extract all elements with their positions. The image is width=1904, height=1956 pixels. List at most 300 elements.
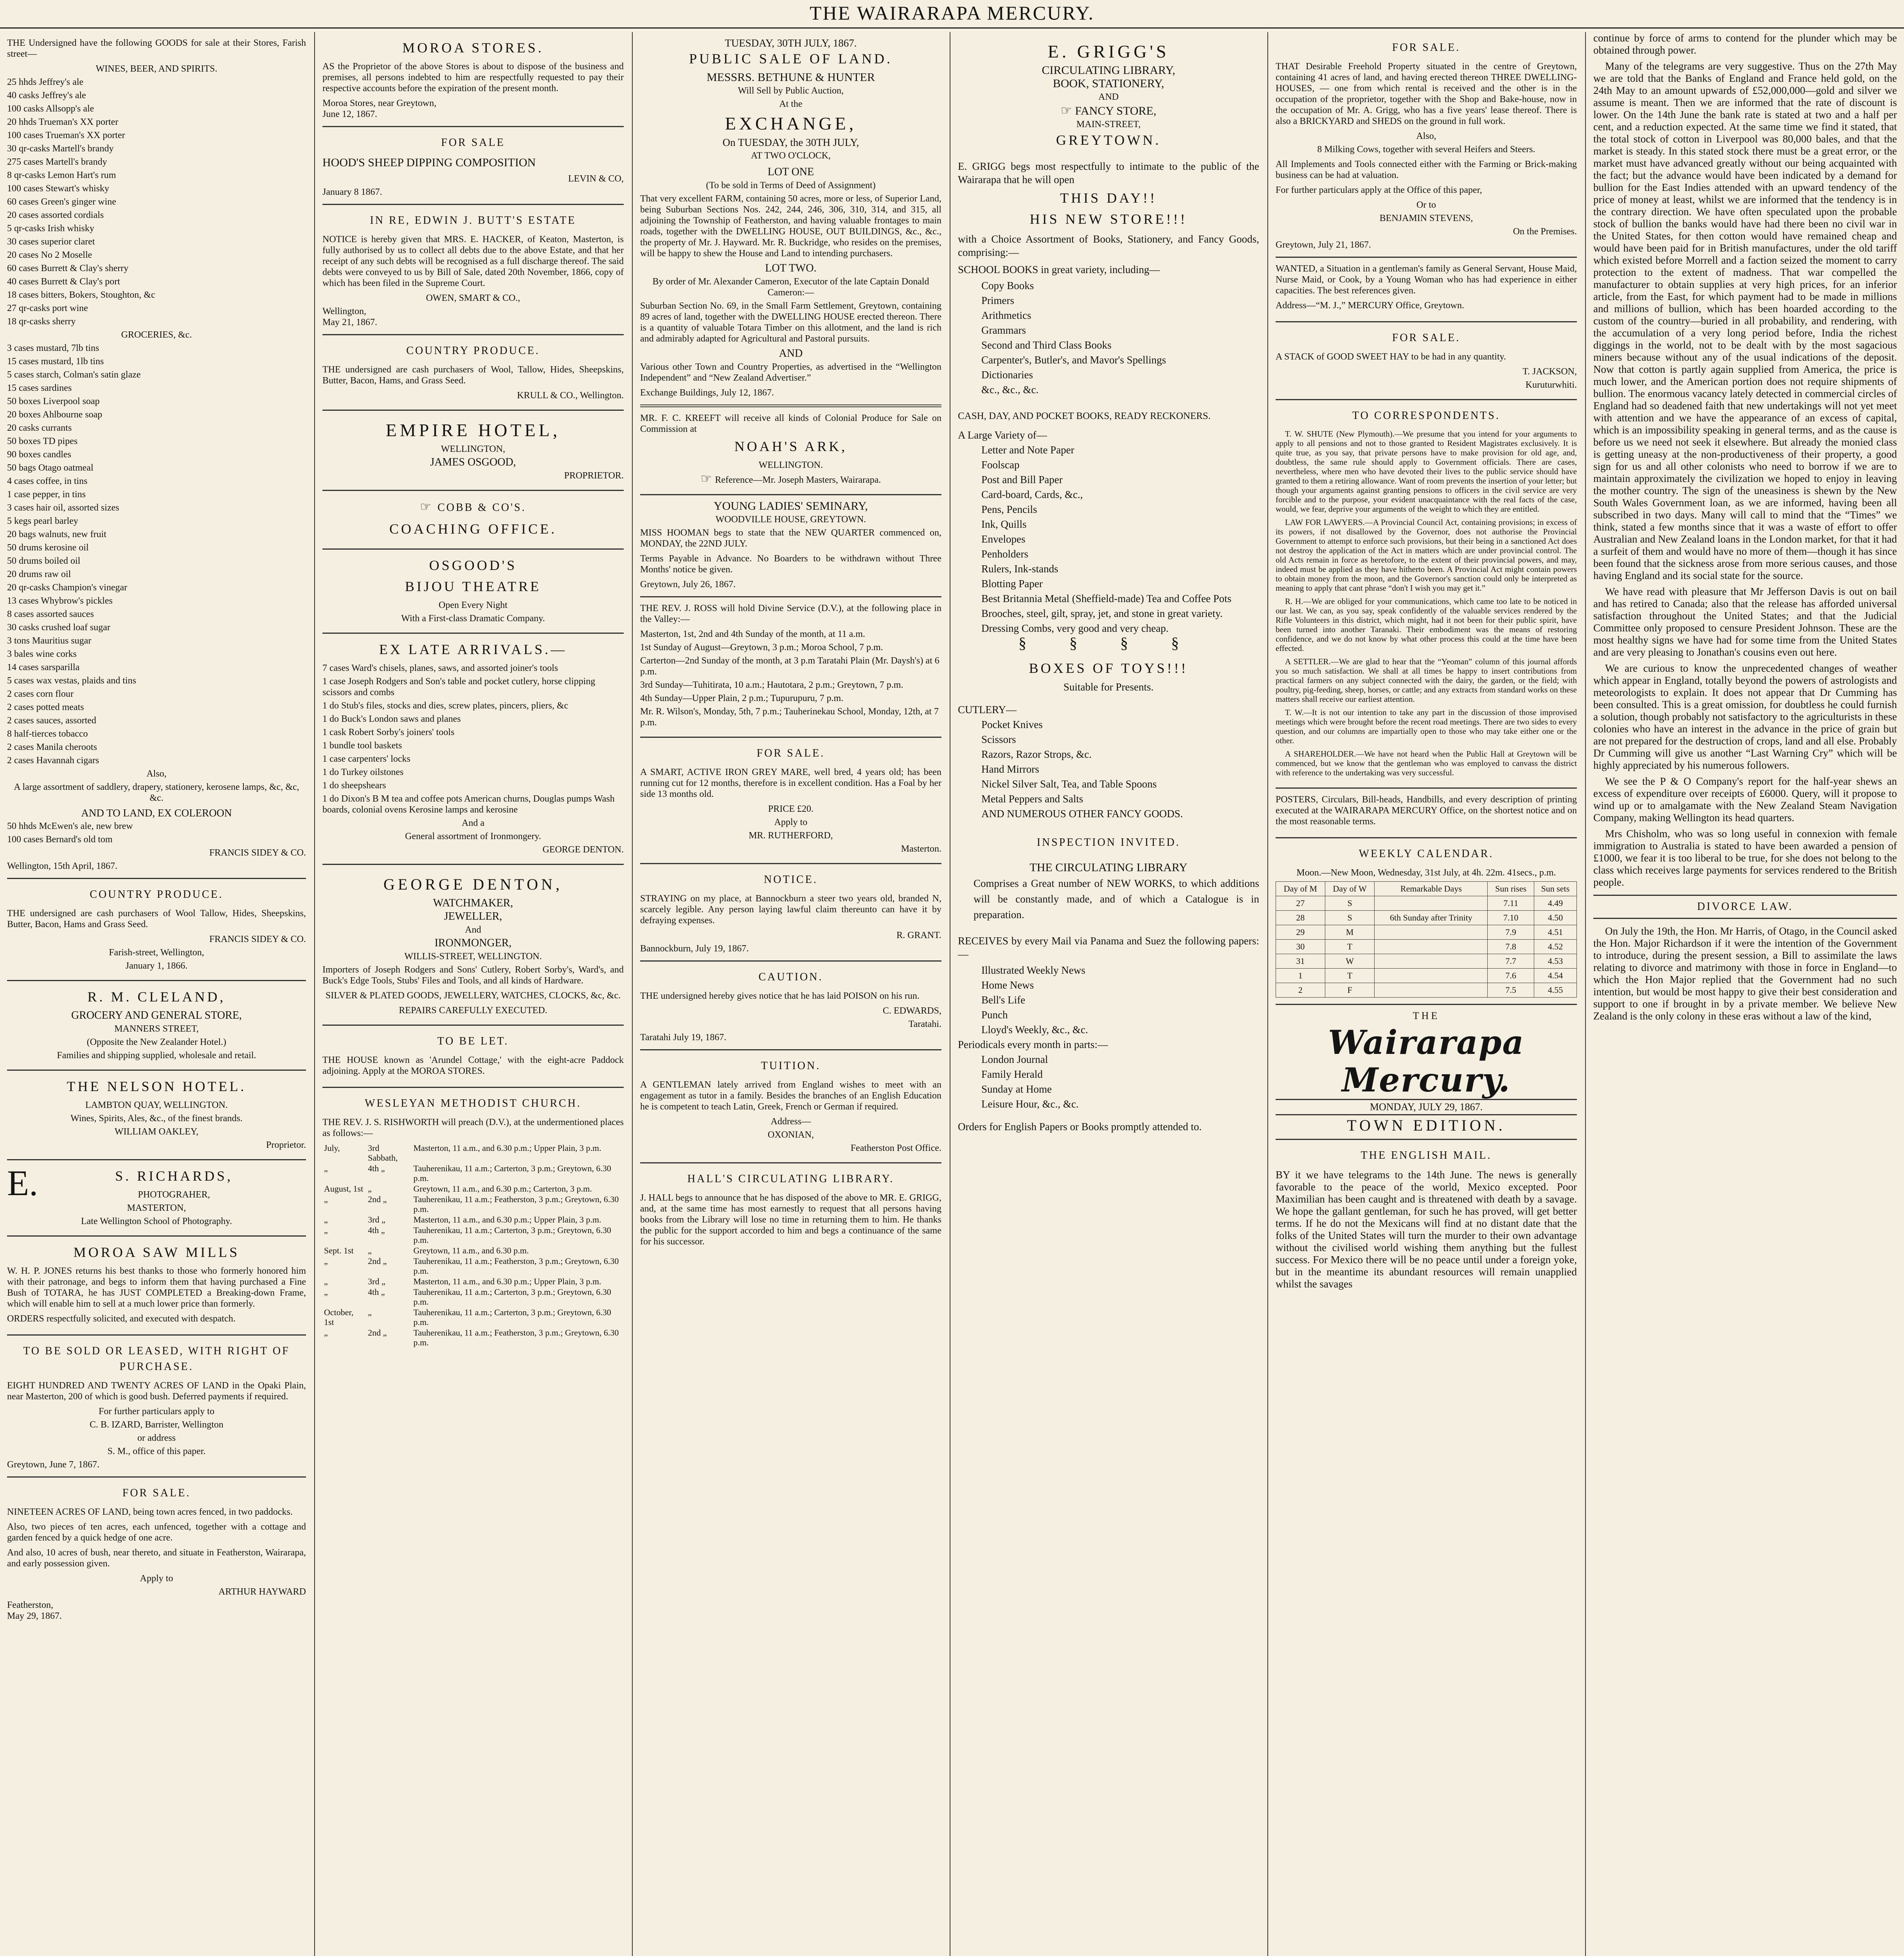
goods-item: 1 do Buck's London saws and planes xyxy=(322,714,461,724)
goods-item: 2 cases corn flour xyxy=(7,689,74,699)
calendar-cell: 7.11 xyxy=(1488,896,1534,911)
article-text: We have read with pleasure that Mr Jefferson Davis is out on bail and has retired to Canada; also that the release has afforded universal satisfaction throughout the United States; and that the Judicial Committee only proposed to censure President Johnson. These are the most healthy signs we have had for some time from the United States and are very pleasing to Jonathan's cousins even out here. xyxy=(1593,586,1897,658)
signature: GEORGE DENTON. xyxy=(542,845,624,855)
lot-sub: By order of Mr. Alexander Cameron, Executor of the late Captain Donald Cameron:— xyxy=(652,277,929,298)
also-label: Also, xyxy=(1416,131,1436,141)
ad-head: HALL'S CIRCULATING LIBRARY. xyxy=(687,1173,894,1185)
land-for-sale-advert xyxy=(7,1478,306,1628)
bijou-theatre-advert xyxy=(322,550,624,634)
calendar-cell: 4.55 xyxy=(1534,983,1576,998)
and-text: AND xyxy=(779,347,803,360)
masthead: THE WAIRARAPA MERCURY. xyxy=(0,0,1904,29)
ad-head: EMPIRE HOTEL, xyxy=(385,420,561,440)
kreeft-advert xyxy=(640,407,941,495)
section-head: WINES, BEER, AND SPIRITS. xyxy=(95,64,218,74)
ad-text: W. H. P. JONES returns his best thanks to those who formerly honored him with their patronage, and begs to inform them that having purchased a Fine Bush of TOTARA, he has JUST COMPLETED a Breaking-down Frame, which will enable him to sell at a much lower price than formerly. xyxy=(7,1266,306,1309)
ad-text: STRAYING on my place, at Bannockburn a steer two years old, branded N, scarcely legible. Any person laying lawful claim thereunto can have it by defraying expenses. xyxy=(640,894,941,926)
ad-text: All Implements and Tools connected either with the Farming or Brick-making business can be had at valuation. xyxy=(1276,159,1577,180)
calendar-cell: T xyxy=(1325,940,1375,954)
goods-item: 100 casks Allsopp's ale xyxy=(7,104,94,114)
signature: KRULL & CO., Wellington. xyxy=(517,390,624,401)
goods-item: 20 bags walnuts, new fruit xyxy=(7,529,106,539)
list-item: Family Herald xyxy=(981,1068,1043,1080)
list-item: Card-board, Cards, &c., xyxy=(981,489,1083,500)
list-item: Letter and Note Paper xyxy=(981,444,1074,456)
list-item: Envelopes xyxy=(981,533,1026,545)
schedule-cell: „ xyxy=(324,1163,328,1173)
schedule-cell: 4th „ xyxy=(368,1225,385,1235)
correspondent-note: A SHAREHOLDER.—We have not heard when the Public Hall at Greytown will be commenced, but we know that the gentleman who was employed to canvass the district with reference to the undertaking was very successful. xyxy=(1276,749,1577,777)
dateline: January 8 1867. xyxy=(322,187,382,197)
article-text: On July the 19th, the Hon. Mr Harris, of Otago, in the Council asked the Hon. Major Richardson if it were the intention of the Government to introduce, during the present session, a Bill to assimilate the laws relating to divorce and matrimony with those in force in England—to which the Hon Major replied that the Government had no such intention, but would be most happy to give their best consideration and support to one if brought in by a private member. We believe New Zealand is the only colony in these eras without a law of the kind, xyxy=(1593,925,1897,1022)
goods-item: 18 cases bitters, Bokers, Stoughton, &c xyxy=(7,290,155,300)
schedule-cell: Tauherenikau, 11 a.m.; Carterton, 3 p.m.; Greytown, 6.30 p.m. xyxy=(413,1307,611,1327)
edition-label: TOWN EDITION. xyxy=(1347,1116,1506,1134)
goods-item: 20 drums raw oil xyxy=(7,569,71,579)
ad-head: FOR SALE. xyxy=(122,1487,191,1499)
service-item: 4th Sunday—Upper Plain, 2 p.m.; Tupurupuru, 7 p.m. xyxy=(640,693,844,703)
stationery-list xyxy=(958,444,1259,634)
schedule-cell: „ xyxy=(324,1276,328,1286)
dateline: Taratahi July 19, 1867. xyxy=(640,1032,727,1043)
calendar-cell: 29 xyxy=(1276,925,1325,940)
goods-item: 50 boxes TD pipes xyxy=(7,436,78,446)
calendar-cell: 30 xyxy=(1276,940,1325,954)
list-item: Scissors xyxy=(981,734,1016,745)
goods-item: 5 kegs pearl barley xyxy=(7,516,78,526)
place: Wellington, xyxy=(322,306,367,316)
schedule-row xyxy=(322,1214,624,1225)
calendar-cell: 1 xyxy=(1276,969,1325,983)
list-item: &c., &c., &c. xyxy=(981,384,1039,396)
goods-item: 1 cask Robert Sorby's joiners' tools xyxy=(322,727,455,737)
article-head: THE ENGLISH MAIL. xyxy=(1361,1149,1492,1161)
schedule-cell: 2nd „ xyxy=(368,1194,387,1204)
list-item: Bell's Life xyxy=(981,994,1026,1006)
goods-item: 25 hhds Jeffrey's ale xyxy=(7,77,84,87)
cleland-advert xyxy=(7,981,306,1071)
divorce-head-rule xyxy=(1593,895,1897,919)
ad-sub: COACHING OFFICE. xyxy=(389,521,557,537)
column-rule xyxy=(314,32,315,1956)
ad-text: AS the Proprietor of the above Stores is about to dispose of the business and premises, all persons indebted to him are respectfully requested to pay their respective accounts before the expiration of the present month. xyxy=(322,61,624,93)
ad-place: MASTERTON, xyxy=(127,1203,186,1213)
ad-head: FOR SALE. xyxy=(756,747,825,759)
hay-for-sale-advert xyxy=(1276,322,1577,400)
land-sale-advert xyxy=(640,32,941,407)
goods-item: 8 cases assorted sauces xyxy=(7,609,94,619)
town: GREYTOWN. xyxy=(1056,132,1161,148)
goods-item: 5 qr-casks Irish whisky xyxy=(7,223,94,234)
column-2 xyxy=(315,32,631,1956)
column-rule xyxy=(1585,32,1586,1956)
goods-item: 30 qr-casks Martell's brandy xyxy=(7,144,114,154)
ad-text: with a Choice Assortment of Books, Stationery, and Fancy Goods, comprising:— xyxy=(958,233,1259,258)
ad-head: INSPECTION INVITED. xyxy=(1037,836,1181,849)
ad-text: At the xyxy=(779,99,803,109)
goods-item: 1 do Dixon's B M tea and coffee pots American churns, Douglas pumps Wash boards, colonial ovens Kerosine lamps and kerosine xyxy=(322,794,615,815)
ad-head: THE CIRCULATING LIBRARY xyxy=(1029,861,1188,874)
schedule-row xyxy=(322,1276,624,1287)
address-label: Address— xyxy=(770,1116,811,1127)
moroa-saw-mills-advert xyxy=(7,1237,306,1336)
calendar-row xyxy=(1276,983,1577,998)
list-item: Home News xyxy=(981,979,1034,991)
goods-item: 13 cases Whybrow's pickles xyxy=(7,596,113,606)
calendar-cell: 27 xyxy=(1276,896,1325,911)
schedule-cell: „ xyxy=(368,1307,372,1317)
ad-text: And also, 10 acres of bush, near thereto, and situate in Featherston, Wairarapa, and early possession given. xyxy=(7,1548,306,1569)
list-item: Blotting Paper xyxy=(981,578,1043,590)
column-3 xyxy=(633,32,948,1956)
schedule-row xyxy=(322,1183,624,1194)
sale-date: TUESDAY, 30TH JULY, 1867. xyxy=(725,37,857,49)
signature: T. JACKSON, xyxy=(1522,367,1577,377)
schedule-cell: „ xyxy=(368,1246,372,1255)
goods-item: 100 cases Bernard's old tom xyxy=(7,834,113,845)
ad-head: TO BE LET. xyxy=(437,1035,509,1047)
ad-head: FOR SALE. xyxy=(1392,41,1461,54)
apply-text: For further particulars apply to xyxy=(99,1406,214,1417)
schedule-row xyxy=(322,1245,624,1256)
calendar-row xyxy=(1276,925,1577,940)
ad-head: THIS DAY!! xyxy=(1060,190,1157,206)
address: WILLIS-STREET, WELLINGTON. xyxy=(404,951,542,962)
ad-head: IN RE, EDWIN J. BUTT'S ESTATE xyxy=(370,214,576,227)
hall-library-advert xyxy=(640,1163,941,1257)
goods-item: 27 qr-casks port wine xyxy=(7,303,88,313)
goods-item: 15 cases sardines xyxy=(7,383,72,393)
calendar-cell xyxy=(1375,896,1488,911)
ad-text: MISS HOOMAN begs to state that the NEW QUARTER commenced on, MONDAY, the 22ND JULY. xyxy=(640,528,941,549)
list-item: Nickel Silver Salt, Tea, and Table Spoons xyxy=(981,778,1157,790)
column-rule xyxy=(632,32,633,1956)
place: Taratahi. xyxy=(908,1019,941,1029)
trade: IRONMONGER, xyxy=(434,937,512,949)
schedule-cell: July, xyxy=(324,1143,340,1153)
goods-item: 1 bundle tool baskets xyxy=(322,741,402,751)
posters-advert xyxy=(1276,789,1577,838)
column-6 xyxy=(1586,32,1904,1956)
apply-text: Apply to xyxy=(140,1573,173,1584)
denton-advert xyxy=(322,865,624,1026)
signature: OWEN, SMART & CO., xyxy=(426,293,520,303)
goods-item: 1 do sheepshears xyxy=(322,780,386,791)
schedule-row xyxy=(322,1256,624,1276)
schedule-cell: Tauherenikau, 11 a.m.; Carterton, 3 p.m.; Greytown, 6.30 p.m. xyxy=(413,1287,611,1307)
column-4 xyxy=(951,32,1266,1956)
article-head: DIVORCE LAW. xyxy=(1697,901,1793,913)
ad-head: TO BE SOLD OR LEASED, WITH RIGHT OF PURCHASE. xyxy=(23,1345,290,1373)
calendar-cell: S xyxy=(1325,911,1375,925)
ad-head: NOTICE. xyxy=(764,874,818,886)
papers-list xyxy=(958,965,1259,1035)
sheep-dip-advert xyxy=(322,127,624,205)
ad-text: MR. F. C. KREEFT will receive all kinds of Colonial Produce for Sale on Commission at xyxy=(640,413,941,434)
richards-advert xyxy=(7,1160,306,1237)
ad-text: Families and shipping supplied, wholesale and retail. xyxy=(57,1050,256,1061)
calendar-cell: 7.6 xyxy=(1488,969,1534,983)
service-list xyxy=(640,629,941,728)
moon-phase: Moon.—New Moon, Wednesday, 31st July, at 4h. 22m. 41secs., p.m. xyxy=(1296,868,1556,878)
ad-head: CAUTION. xyxy=(758,971,823,983)
empire-hotel-advert xyxy=(322,411,624,491)
schedule-cell: 2nd „ xyxy=(368,1256,387,1266)
ad-head: COUNTRY PRODUCE. xyxy=(90,888,223,901)
contact-name: MR. RUTHERFORD, xyxy=(749,831,833,841)
ad-head: THE NELSON HOTEL. xyxy=(67,1079,247,1094)
schedule-row xyxy=(322,1307,624,1327)
goods-item: 20 qr-casks Champion's vinegar xyxy=(7,582,128,593)
ad-text: THE undersigned hereby gives notice that he has laid POISON on his run. xyxy=(640,991,920,1001)
ad-text: Periodicals every month in parts:— xyxy=(958,1039,1108,1050)
service-item: Carterton—2nd Sunday of the month, at 3 p.m Taratahi Plain (Mr. Daysh's) at 6 p.m. xyxy=(640,656,939,677)
goods-item: 1 do Stub's files, stocks and dies, screw plates, pincers, pliers, &c xyxy=(322,701,569,711)
schedule-cell: 4th „ xyxy=(368,1287,385,1297)
signature: C. EDWARDS, xyxy=(882,1006,941,1016)
list-item: Pocket Knives xyxy=(981,719,1043,730)
list-item: Arithmetics xyxy=(981,309,1031,321)
ad-intro: THE Undersigned have the following GOODS for sale at their Stores, Farish street— xyxy=(7,38,306,59)
schedule-row xyxy=(322,1225,624,1245)
list-item: Lloyd's Weekly, &c., &c. xyxy=(981,1024,1088,1036)
ad-text: 8 Milking Cows, together with several Heifers and Steers. xyxy=(1317,144,1535,155)
pointing-hand-icon: ☞ xyxy=(1060,103,1075,117)
ad-head: YOUNG LADIES' SEMINARY, xyxy=(713,500,868,512)
ad-sub: Suitable for Presents. xyxy=(1063,681,1154,693)
cutlery-list xyxy=(958,719,1259,819)
dateline: June 12, 1867. xyxy=(322,109,377,119)
article-text: continue by force of arms to contend for the plunder which may be obtained through power. xyxy=(1593,32,1897,56)
ad-text: CASH, DAY, AND POCKET BOOKS, READY RECKONERS. xyxy=(958,411,1211,421)
correspondent-note: LAW FOR LAWYERS.—A Provincial Council Act, containing provisions; in excess of its powers, if not disallowed by the Governor, does not authorise the Provincial Government to attempt to enforce such provisions, but their being in a sanctioned Act does not destroy the application of the Act in matters which are under provincial control. The old Acts remain in force as heretofore, to the extent of their provincial powers, and may, indeed must be applied as they have hitherto been. A Provincial Act might contain powers to obtain money from the moon, and the Governor's sanction could only be interpreted as meaning to apply that cant phrase “don't I wish you may get it.” xyxy=(1276,518,1577,593)
reference: ☞ Reference—Mr. Joseph Masters, Wairarapa. xyxy=(700,471,881,485)
ad-head: R. M. CLELAND, xyxy=(87,989,226,1005)
goods-item: 2 cases Manila cheroots xyxy=(7,742,97,752)
goods-item: 50 boxes Liverpool soap xyxy=(7,396,100,406)
goods-item: 90 boxes candles xyxy=(7,449,71,460)
ad-text: EIGHT HUNDRED AND TWENTY ACRES OF LAND in the Opaki Plain, near Masterton, 200 of which is good bush. Deferred payments if required. xyxy=(7,1381,306,1402)
schedule-cell: Tauherenikau, 11 a.m.; Featherston, 3 p.m.; Greytown, 6.30 p.m. xyxy=(413,1194,619,1214)
books-list xyxy=(958,280,1259,395)
list-item: Penholders xyxy=(981,548,1028,560)
list-item: Grammars xyxy=(981,324,1026,336)
service-item: Mr. R. Wilson's, Monday, 5th, 7 p.m.; Tauherinekau School, Monday, 12th, at 7 p.m. xyxy=(640,707,939,728)
ad-text: REPAIRS CAREFULLY EXECUTED. xyxy=(399,1005,547,1016)
schedule-cell: Tauherenikau, 11 a.m.; Featherston, 3 p.m.; Greytown, 6.30 p.m. xyxy=(413,1328,619,1347)
ad-text: RECEIVES by every Mail via Panama and Suez the following papers:— xyxy=(958,935,1259,960)
ad-text: General assortment of Ironmongery. xyxy=(405,831,541,841)
lot-text: Suburban Section No. 69, in the Small Farm Settlement, Greytown, containing 89 acres of land, together with the DWELLING HOUSE erected thereon. There is a quantity of valuable Totara Timber on this allotment, and the land is rich and admirably adapted for Agricultural and Pastoral pursuits. xyxy=(640,301,941,344)
goods-list xyxy=(7,343,306,766)
ad-text: CUTLERY— xyxy=(958,704,1017,716)
ad-text: J. HALL begs to announce that he has disposed of the above to MR. E. GRIGG, and, at the same time has most earnestly to request that all persons having books from the Library will lose no time in returning them to him. He thanks the public for the support accorded to him and begs a continuance of the same for his successor. xyxy=(640,1193,941,1247)
ad-head: MOROA SAW MILLS xyxy=(73,1244,240,1260)
ad-text: A SMART, ACTIVE IRON GREY MARE, well bred, 4 years old; has been running cut for 12 months, therefore is in excellent condition. Has a Foal by her side 13 months old. xyxy=(640,767,941,799)
goods-item: 3 tons Mauritius sugar xyxy=(7,636,92,646)
goods-item: 50 bags Otago oatmeal xyxy=(7,463,94,473)
goods-item: 40 cases Burrett & Clay's port xyxy=(7,277,120,287)
ad-text: ORDERS respectfully solicited, and executed with despatch. xyxy=(7,1314,236,1324)
goods-item: 8 half-tierces tobacco xyxy=(7,729,88,739)
calendar-cell: 7.8 xyxy=(1488,940,1534,954)
list-item: Razors, Razor Strops, &c. xyxy=(981,748,1092,760)
dateline: Wellington, 15th April, 1867. xyxy=(7,861,118,871)
list-item: Second and Third Class Books xyxy=(981,339,1112,351)
ad-text: With a First-class Dramatic Company. xyxy=(401,613,545,624)
seminary-advert xyxy=(640,495,941,597)
ad-text: Open Every Night xyxy=(439,600,507,610)
trade: JEWELLER, xyxy=(444,910,502,922)
goods-item: 5 cases wax vestas, plaids and tins xyxy=(7,676,136,686)
calendar-col-header: Sun rises xyxy=(1488,882,1534,896)
trade: CIRCULATING LIBRARY, xyxy=(1042,64,1175,77)
dateline: Greytown, July 21, 1867. xyxy=(1276,240,1371,250)
calendar-table xyxy=(1276,881,1577,998)
trade: ☞ FANCY STORE, xyxy=(1060,103,1157,117)
lot-sub: (To be sold in Terms of Deed of Assignment) xyxy=(706,180,876,191)
coleroon-head: AND TO LAND, EX COLEROON xyxy=(81,807,232,819)
schedule-cell: Tauherenikau, 11 a.m.; Featherston, 3 p.m.; Greytown, 6.30 p.m. xyxy=(413,1256,619,1276)
ad-text: For further particulars apply at the Office of this paper, xyxy=(1276,185,1482,195)
ad-text: THAT Desirable Freehold Property situated in the centre of Greytown, containing 41 acres of land, and having erected thereon THREE DWELLING-HOUSES, — one from which rental is received and the other is in the occupation of the proprietor, together with the Shop and Bake-house, now in the occupation of Mr. A. Grigg, who has a five years' lease thereof. There is also a BRICKYARD and SHEDS on the ground in full work. xyxy=(1276,61,1577,126)
schedule-cell: October, 1st xyxy=(324,1307,354,1327)
sale-time: AT TWO O'CLOCK, xyxy=(750,151,831,161)
ad-head: OSGOOD'S xyxy=(429,557,517,573)
goods-item: 8 qr-casks Lemon Hart's rum xyxy=(7,170,116,180)
proprietor-role: PROPRIETOR. xyxy=(564,471,624,481)
denton-arrivals-advert xyxy=(322,634,624,865)
ad-text: A STACK of GOOD SWEET HAY to be had in any quantity. xyxy=(1276,352,1506,362)
proprietor-name: WILLIAM OAKLEY, xyxy=(114,1127,199,1137)
goods-item: 20 casks currants xyxy=(7,423,72,433)
schedule-cell: Greytown, 11 a.m., and 6.30 p.m. xyxy=(413,1246,529,1255)
goods-item: 50 drums kerosine oil xyxy=(7,543,89,553)
service-item: 1st Sunday of August—Greytown, 3 p.m.; Moroa School, 7 p.m. xyxy=(640,642,883,653)
ross-service-notice xyxy=(640,597,941,738)
column-rule xyxy=(1267,32,1268,1956)
trade: BOOK, STATIONERY, xyxy=(1053,77,1164,90)
ad-text: THE undersigned are cash purchasers of Wool, Tallow, Hides, Sheepskins, Butter, Bacon, Hams, and Grass Seed. xyxy=(322,365,624,386)
goods-item: 60 cases Green's ginger wine xyxy=(7,197,116,207)
ad-head: S. RICHARDS, xyxy=(115,1168,233,1184)
goods-item: 20 cases No 2 Moselle xyxy=(7,250,92,260)
goods-item: 40 casks Jeffrey's ale xyxy=(7,90,86,101)
ad-text: Comprises a Great number of NEW WORKS, to which additions will be constantly made, and of which a Catalogue is in preparation. xyxy=(974,877,1259,920)
ad-head: MOROA STORES. xyxy=(402,40,544,56)
goods-item: 5 cases starch, Colman's satin glaze xyxy=(7,370,141,380)
ad-text: NINETEEN ACRES OF LAND, being town acres fenced, in two paddocks. xyxy=(7,1507,293,1517)
price: PRICE £20. xyxy=(768,804,813,814)
moroa-stores-advert xyxy=(322,32,624,127)
article-text: BY it we have telegrams to the 14th June. The news is generally favorable to the peace of the world, Mexico excepted. Poor Maximilian has been caught and is threatened with death by a savage. We hope the gallant gentleman, for such he has proved, will get better terms. If he do not the Mexicans will find at no distant date that the folks of the United States will turn the murder to their own advantage without the civilised world wishing them anything but the fullest success. For Mexico there will be no peace until under a foreign yoke, but in the meantime its abundant resources will remain unapplied whilst the savages xyxy=(1276,1169,1577,1290)
list-item: Punch xyxy=(981,1009,1008,1021)
goods-item: 100 cases Trueman's XX porter xyxy=(7,130,125,140)
goods-item: 2 cases Havannah cigars xyxy=(7,755,99,766)
schedule-cell: Masterton, 11 a.m., and 6.30 p.m.; Upper Plain, 3 p.m. xyxy=(413,1215,601,1224)
contact-name: C. B. IZARD, Barrister, Wellington xyxy=(90,1420,223,1430)
goods-list xyxy=(7,77,306,327)
ad-head: EX LATE ARRIVALS.— xyxy=(379,642,567,657)
section-head: TO CORRESPONDENTS. xyxy=(1352,410,1500,422)
schedule-cell: 2nd „ xyxy=(368,1328,387,1338)
paper-title: Wairarapa Mercury. xyxy=(1328,1023,1524,1099)
list-item: London Journal xyxy=(981,1054,1048,1065)
goods-item: 20 cases assorted cordials xyxy=(7,210,104,220)
and-a: And a xyxy=(462,818,484,828)
ad-text: Wines, Spirits, Ales, &c., of the finest brands. xyxy=(70,1113,243,1124)
schedule-cell: August, 1st xyxy=(324,1184,364,1194)
tuition-advert xyxy=(640,1050,941,1163)
calendar-cell: W xyxy=(1325,954,1375,969)
list-item: Ink, Quills xyxy=(981,518,1027,530)
stevens-property-advert xyxy=(1276,32,1577,258)
sale-date: On TUESDAY, the 30TH JULY, xyxy=(722,137,859,148)
section-head: GROCERIES, &c. xyxy=(121,330,192,340)
calendar-cell: 4.51 xyxy=(1534,925,1576,940)
ad-text: NOTICE is hereby given that MRS. E. HACKER, of Keaton, Masterton, is fully authorised by us to collect all debts due to the above Estate, and that her receipt of any such debts will be recognised as a full discharge thereof. The said debts were conveyed to us by Bill of Sale, dated 20th November, 1866, copy of which has been filed in the Supreme Court. xyxy=(322,234,624,288)
ad-head: HIS NEW STORE!!! xyxy=(1029,211,1188,227)
weekly-calendar xyxy=(1276,838,1577,1005)
proprietor-role: Proprietor. xyxy=(266,1140,306,1150)
place: Featherston, xyxy=(7,1600,53,1610)
ad-text: Various other Town and Country Properties, as advertised in the “Wellington Independent” and “New Zealand Advertiser.” xyxy=(640,362,941,383)
signature: FRANCIS SIDEY & CO. xyxy=(209,934,306,944)
butt-estate-notice xyxy=(322,205,624,335)
calendar-col-header: Day of M xyxy=(1276,882,1325,896)
calendar-cell: 4.49 xyxy=(1534,896,1576,911)
ad-text: SCHOOL BOOKS in great variety, including— xyxy=(958,264,1160,275)
goods-list xyxy=(7,821,306,845)
lot-head: LOT ONE xyxy=(767,166,814,178)
straying-notice xyxy=(640,864,941,962)
ad-sub: WOODVILLE HOUSE, GREYTOWN. xyxy=(715,514,866,525)
calendar-cell: 4.54 xyxy=(1534,969,1576,983)
ad-sub: GROCERY AND GENERAL STORE, xyxy=(71,1009,242,1021)
signature: LEVIN & CO, xyxy=(568,174,624,184)
correspondent-note: T. W. SHUTE (New Plymouth).—We presume that you intend for your arguments to apply to all pensions and not to those granted to Resident Magistrates exclusively. It is quite true, as you say, that private persons have to make provision for old age, and, doubtless, the same rule should apply to Government officials. There are cases, nevertheless, where men who have devoted their lives to the public service should have granted to them a retiring allowance. Want of room prevents the insertion of your letter; but though your arguments against granting pensions to officers in the civil service are very forcible and to the purpose, your evident unacquaintance with the real facts of the case, would, we fear, deprive your arguments of the weight to which they are entitled. xyxy=(1276,429,1577,514)
schedule-row xyxy=(322,1163,624,1183)
place: Masterton. xyxy=(901,844,941,854)
to-let-advert xyxy=(322,1026,624,1088)
goods-item: 15 cases mustard, 1lb tins xyxy=(7,356,104,367)
ad-text: Will Sell by Public Auction, xyxy=(738,86,844,96)
ad-head: ☞ COBB & CO'S. xyxy=(420,500,526,514)
lot-text: That very excellent FARM, containing 50 acres, more or less, of Superior Land, being Suburban Sections Nos. 242, 244, 246, 306, 310, 314, and 315, all adjoining the Township of Featherston, and having valuable frontages to main roads, together with the DWELLING HOUSE, OUT BUILDINGS, &c., &c., the property of Mr. J. Hayward. Mr. R. Buckridge, who resides on the premises, will be happy to shew the House and Land to intending purchasers. xyxy=(640,194,941,259)
dateline: Greytown, July 26, 1867. xyxy=(640,579,736,590)
ad-sub: BIJOU THEATRE xyxy=(405,579,542,594)
lot-head: LOT TWO. xyxy=(765,262,817,274)
calendar-row xyxy=(1276,954,1577,969)
contact-office: S. M., office of this paper. xyxy=(107,1446,206,1456)
goods-item: 1 case Joseph Rodgers and Son's table and pocket cutlery, horse clipping scissors and combs xyxy=(322,676,596,698)
calendar-cell: 7.5 xyxy=(1488,983,1534,998)
correspondents-section xyxy=(1276,400,1577,789)
goods-item: 30 casks crushed loaf sugar xyxy=(7,622,110,633)
service-schedule xyxy=(322,1143,624,1348)
list-item: Dressing Combs, very good and very cheap. xyxy=(981,622,1169,634)
goods-item: 20 hhds Trueman's XX porter xyxy=(7,117,119,127)
ad-head: PUBLIC SALE OF LAND. xyxy=(689,51,893,67)
list-item: Dictionaries xyxy=(981,369,1033,381)
country-produce-advert xyxy=(7,879,306,981)
place: Kuruturwhiti. xyxy=(1525,380,1577,390)
street: MAIN-STREET, xyxy=(1076,119,1141,129)
correspondent-note: A SETTLER.—We are glad to hear that the “Yeoman” column of this journal affords you so much satisfaction. We shall at all times be happy to insert contributions from practical farmers on any subject connected with the dairy, the garden, or the field; with poultry, pig-feeding, sheep, horses, or cattle; and any extracts from standard works on these matters shall receive our earliest attention. xyxy=(1276,657,1577,704)
calendar-cell: 7.9 xyxy=(1488,925,1534,940)
list-item: Best Britannia Metal (Sheffield-made) Tea and Coffee Pots xyxy=(981,593,1232,604)
ad-text: A GENTLEMAN lately arrived from England wishes to meet with an engagement as tutor in a family. Besides the branches of an English Education he is competent to teach Latin, Greek, French or German if required. xyxy=(640,1080,941,1112)
